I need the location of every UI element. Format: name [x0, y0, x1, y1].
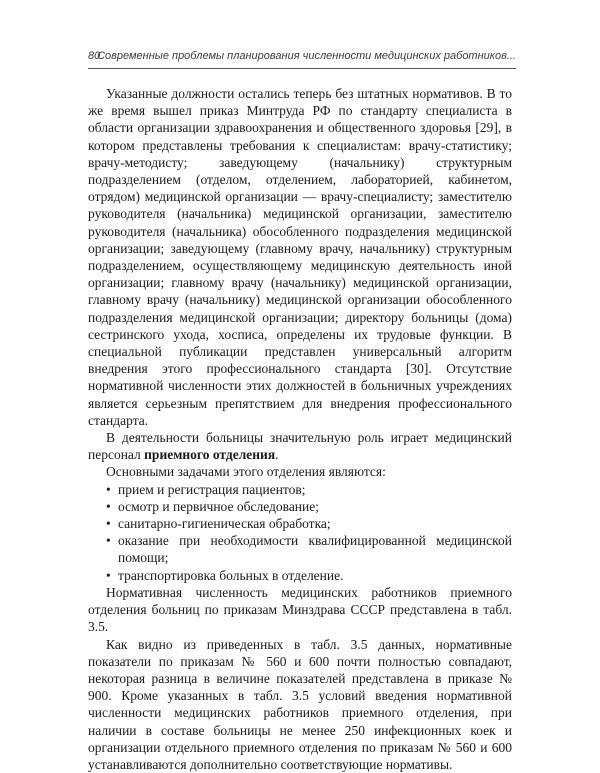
list-item — [88, 498, 512, 515]
list-item — [88, 515, 512, 532]
running-header — [88, 50, 516, 70]
list-item — [88, 567, 512, 584]
bold-term: приемного отделения — [144, 447, 275, 462]
bullet-marker: • — [106, 567, 111, 584]
list-item-text: оказание при необходимости квалифицированной медицинской помощи; — [118, 533, 512, 565]
bullet-marker: • — [106, 515, 111, 532]
paragraph-admission-department-intro — [88, 429, 512, 463]
paragraph-text: . — [275, 447, 278, 462]
tasks-list — [88, 481, 512, 584]
bullet-marker: • — [106, 532, 111, 549]
running-title: Современные проблемы планирования численности медицинских работников... — [97, 50, 516, 62]
list-item — [88, 481, 512, 498]
bullet-marker: • — [106, 481, 111, 498]
paragraph-tasks-intro: Основными задачами этого отделения являются: — [88, 463, 512, 480]
main-text — [88, 85, 512, 773]
page-number: 80 — [88, 50, 100, 62]
paragraph-text: В деятельности больницы значительную роль играет медицинский персонал — [88, 430, 512, 462]
list-item — [88, 532, 512, 566]
header-divider — [88, 68, 516, 69]
list-item-text: транспортировка больных в отделение. — [118, 568, 344, 583]
paragraph-positions-without-norms: Указанные должности остались теперь без штатных нормативов. В то же время вышел приказ Минтруда РФ по стандарту специалиста в области организации здравоохранения и общественного здоровья [29], в котором представлены требования к специалистам: врачу-статистику; врачу-методисту; заведующему (начальнику) структурным подразделением (отделом, отделением, лабораторией, кабинетом, отрядом) медицинской организации — врачу-специалисту; заместителю руководителя (начальника) медицинской организации, заместителю руководителя (начальника) обособленного подразделения медицинской организации; заведующему (главному врачу, начальнику) структурным подразделением, осуществляющему медицинскую деятельность иной организации; главному врачу (начальнику) медицинской организации, главному врачу (начальнику) медицинской организации обособленного подразделения медицинской организации; директору больницы (дома) сестринского ухода, хосписа, определены их трудовые функции. В специальной публикации представлен универсальный алгоритм внедрения этого профессионального стандарта [30]. Отсутствие нормативной численности этих должностей в больничных учреждениях является серьезным препятствием для внедрения профессионального стандарта. — [88, 85, 512, 429]
list-item-text: санитарно-гигиеническая обработка; — [118, 516, 331, 531]
paragraph-norms-table-reference: Нормативная численность медицинских работников приемного отделения больниц по приказам Минздрава СССР представлена в табл. 3.5. — [88, 584, 512, 636]
bullet-marker: • — [106, 498, 111, 515]
paragraph-orders-comparison: Как видно из приведенных в табл. 3.5 данных, нормативные показатели по приказам № 560 и 600 почти полностью совпадают, некоторая разница в величине показателей представлена в приказе № 900. Кроме указанных в табл. 3.5 условий введения нормативной численности медицинских работников приемного отделения, при наличии в составе больницы не менее 250 инфекционных коек и организации отдельного приемного отделения по приказам № 560 и 600 устанавливаются дополнительно соответствующие нормативы. — [88, 636, 512, 773]
list-item-text: осмотр и первичное обследование; — [118, 499, 319, 514]
list-item-text: прием и регистрация пациентов; — [118, 482, 306, 497]
